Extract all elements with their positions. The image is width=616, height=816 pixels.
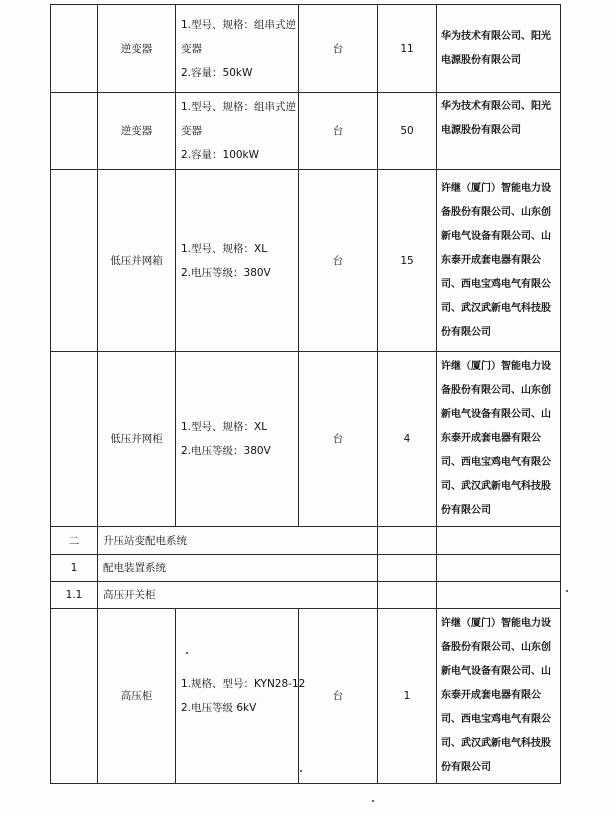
spec-line: 变器 — [181, 42, 202, 55]
spec-cell — [176, 93, 299, 170]
empty-cell — [437, 582, 561, 609]
table-row — [51, 93, 561, 170]
qty-cell: 11 — [378, 5, 437, 93]
index-cell — [51, 93, 98, 170]
unit-cell: 台 — [299, 609, 378, 784]
manufacturer-line: 备股份有限公司、山东创 — [441, 642, 551, 653]
table-row — [51, 609, 561, 784]
spec-cell — [176, 5, 299, 93]
section-title: 升压站变配电系统 — [98, 527, 378, 555]
qty-cell: 1 — [378, 609, 437, 784]
table-row — [51, 170, 561, 352]
manufacturer-line: 许继（厦门）智能电力设 — [441, 361, 551, 372]
manufacturer-line: 许继（厦门）智能电力设 — [441, 618, 551, 629]
index-cell — [51, 5, 98, 93]
unit-cell: 台 — [299, 352, 378, 527]
name-cell: 逆变器 — [98, 93, 176, 170]
section-title: 高压开关柜 — [98, 582, 378, 609]
spec-line: 1.规格、型号：KYN28-12 — [181, 678, 306, 690]
spec-line: 2.容量：100kW — [181, 149, 260, 161]
section-row — [51, 582, 561, 609]
spec-line: 1.型号、规格：XL — [181, 421, 268, 433]
spec-line: 2.电压等级：380V — [181, 445, 271, 457]
spec-cell — [176, 352, 299, 527]
manufacturer-line: 备股份有限公司、山东创 — [441, 385, 551, 396]
section-row — [51, 555, 561, 582]
section-index: 1.1 — [51, 582, 98, 609]
index-cell — [51, 609, 98, 784]
manufacturer-line: 份有限公司 — [441, 326, 491, 338]
spec-line: 2.容量：50kW — [181, 66, 253, 79]
manufacturer-line: 许继（厦门）智能电力设 — [441, 182, 551, 194]
manufacturer-line: 司、西电宝鸡电气有限公 — [441, 457, 551, 468]
manufacturer-cell — [437, 5, 561, 93]
manufacturer-line: 备股份有限公司、山东创 — [441, 206, 551, 218]
spec-line: 1.型号、规格：XL — [181, 242, 268, 255]
manufacturer-cell — [437, 170, 561, 352]
manufacturer-line: 新电气设备有限公司、山 — [441, 666, 551, 677]
manufacturer-line: 电源股份有限公司 — [441, 54, 521, 66]
unit-cell: 台 — [299, 93, 378, 170]
manufacturer-line: 份有限公司 — [441, 762, 491, 773]
section-index: 二 — [51, 527, 98, 555]
manufacturer-line: 东泰开成套电器有限公 — [441, 433, 541, 444]
manufacturer-line: 新电气设备有限公司、山 — [441, 409, 551, 420]
scan-speck — [372, 800, 374, 802]
empty-cell — [378, 555, 437, 582]
manufacturer-line: 司、武汉武新电气科技股 — [441, 738, 551, 749]
manufacturer-line: 电源股份有限公司 — [441, 125, 521, 136]
table-row — [51, 352, 561, 527]
spec-cell — [176, 609, 306, 784]
spec-line: 2.电压等级：380V — [181, 266, 271, 279]
manufacturer-cell — [437, 93, 561, 170]
name-cell: 低压并网柜 — [98, 352, 176, 527]
manufacturer-cell — [437, 609, 561, 784]
manufacturer-line: 新电气设备有限公司、山 — [441, 230, 551, 242]
unit-cell: 台 — [299, 5, 378, 93]
section-row — [51, 527, 561, 555]
manufacturer-line: 司、武汉武新电气科技股 — [441, 481, 551, 492]
spec-line: 1.型号、规格：组串式逆 — [181, 18, 297, 31]
manufacturer-line: 司、武汉武新电气科技股 — [441, 302, 551, 314]
empty-cell — [437, 527, 561, 555]
manufacturer-line: 华为技术有限公司、阳光 — [441, 30, 551, 42]
spec-line: 变器 — [181, 125, 202, 137]
table-row — [51, 5, 561, 93]
qty-cell: 15 — [378, 170, 437, 352]
empty-cell — [378, 582, 437, 609]
name-cell: 低压并网箱 — [98, 170, 176, 352]
spec-cell — [176, 170, 299, 352]
empty-cell — [437, 555, 561, 582]
manufacturer-cell — [437, 352, 561, 527]
qty-cell: 4 — [378, 352, 437, 527]
manufacturer-line: 东泰开成套电器有限公 — [441, 254, 541, 266]
section-index: 1 — [51, 555, 98, 582]
section-title: 配电装置系统 — [98, 555, 378, 582]
manufacturer-line: 司、西电宝鸡电气有限公 — [441, 714, 551, 725]
spec-line: 1.型号、规格：组串式逆 — [181, 101, 297, 113]
manufacturer-line: 份有限公司 — [441, 505, 491, 516]
spec-line: 2.电压等级 6kV — [181, 702, 257, 714]
scan-speck — [186, 652, 188, 654]
index-cell — [51, 170, 98, 352]
unit-cell: 台 — [299, 170, 378, 352]
index-cell — [51, 352, 98, 527]
scan-speck — [300, 770, 302, 772]
scan-speck — [566, 590, 568, 592]
empty-cell — [378, 527, 437, 555]
equipment-table — [50, 4, 561, 784]
name-cell: 逆变器 — [98, 5, 176, 93]
manufacturer-line: 东泰开成套电器有限公 — [441, 690, 541, 701]
manufacturer-line: 华为技术有限公司、阳光 — [441, 101, 551, 112]
manufacturer-line: 司、西电宝鸡电气有限公 — [441, 278, 551, 290]
qty-cell: 50 — [378, 93, 437, 170]
name-cell: 高压柜 — [98, 609, 176, 784]
